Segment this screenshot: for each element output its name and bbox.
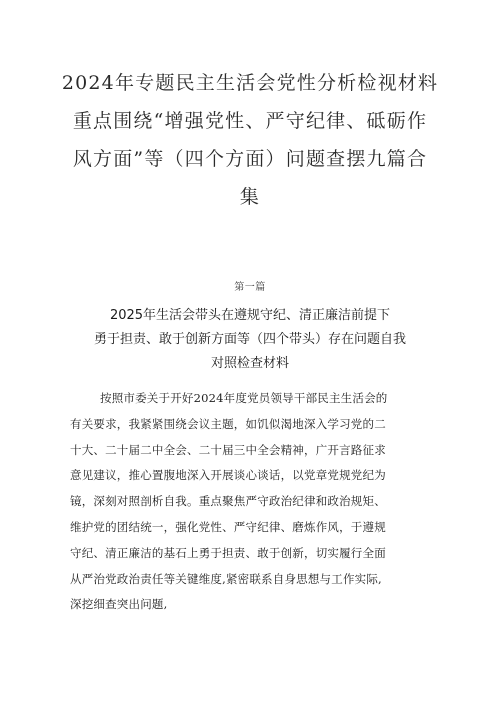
body-line: 维护党的团结统一，强化党性、严守纪律、磨炼作风，于遵规 bbox=[70, 519, 386, 534]
body-line: 十大、二十届二中全会、二十届三中全会精神，广开言路征求 bbox=[70, 442, 386, 457]
title-line: 重点围绕“增强党性、严守纪律、砥砺作 bbox=[72, 110, 428, 132]
section-title-line: 对照检查材料 bbox=[210, 356, 289, 371]
body-line: 深挖细查突出问题, bbox=[70, 597, 168, 612]
body-line: 守纪、清正廉洁的基石上勇于担责、敢于创新，切实履行全面 bbox=[70, 545, 386, 560]
title-line: 风方面”等（四个方面）问题查摆九篇合 bbox=[72, 148, 428, 170]
title-line: 2024年专题民主生活会党性分析检视材料 bbox=[61, 72, 439, 94]
section-title-line: 2025年生活会带头在遵规守纪、清正廉洁前提下 bbox=[109, 308, 391, 323]
section-title bbox=[80, 304, 420, 376]
body-paragraph bbox=[70, 386, 434, 618]
section-title-line: 勇于担责、敢于创新方面等（四个带头）存在问题自我 bbox=[93, 332, 406, 347]
document-title bbox=[60, 64, 440, 216]
body-line: 按照市委关于开好2024年度党员领导干部民主生活会的 bbox=[100, 391, 388, 405]
title-line: 集 bbox=[239, 186, 261, 208]
chapter-label: 第一篇 bbox=[234, 282, 266, 293]
body-line: 从严治党政治责任等关键维度,紧密联系自身思想与工作实际, bbox=[70, 571, 382, 586]
body-line: 意见建议，推心置腹地深入开展谈心谈话，以党章党规党纪为 bbox=[70, 468, 386, 483]
body-line: 镜，深刻对照剖析自我。重点聚焦严守政治纪律和政治规矩、 bbox=[70, 494, 386, 509]
body-line: 有关要求，我紧紧围绕会议主题，如饥似渴地深入学习党的二 bbox=[70, 416, 386, 431]
